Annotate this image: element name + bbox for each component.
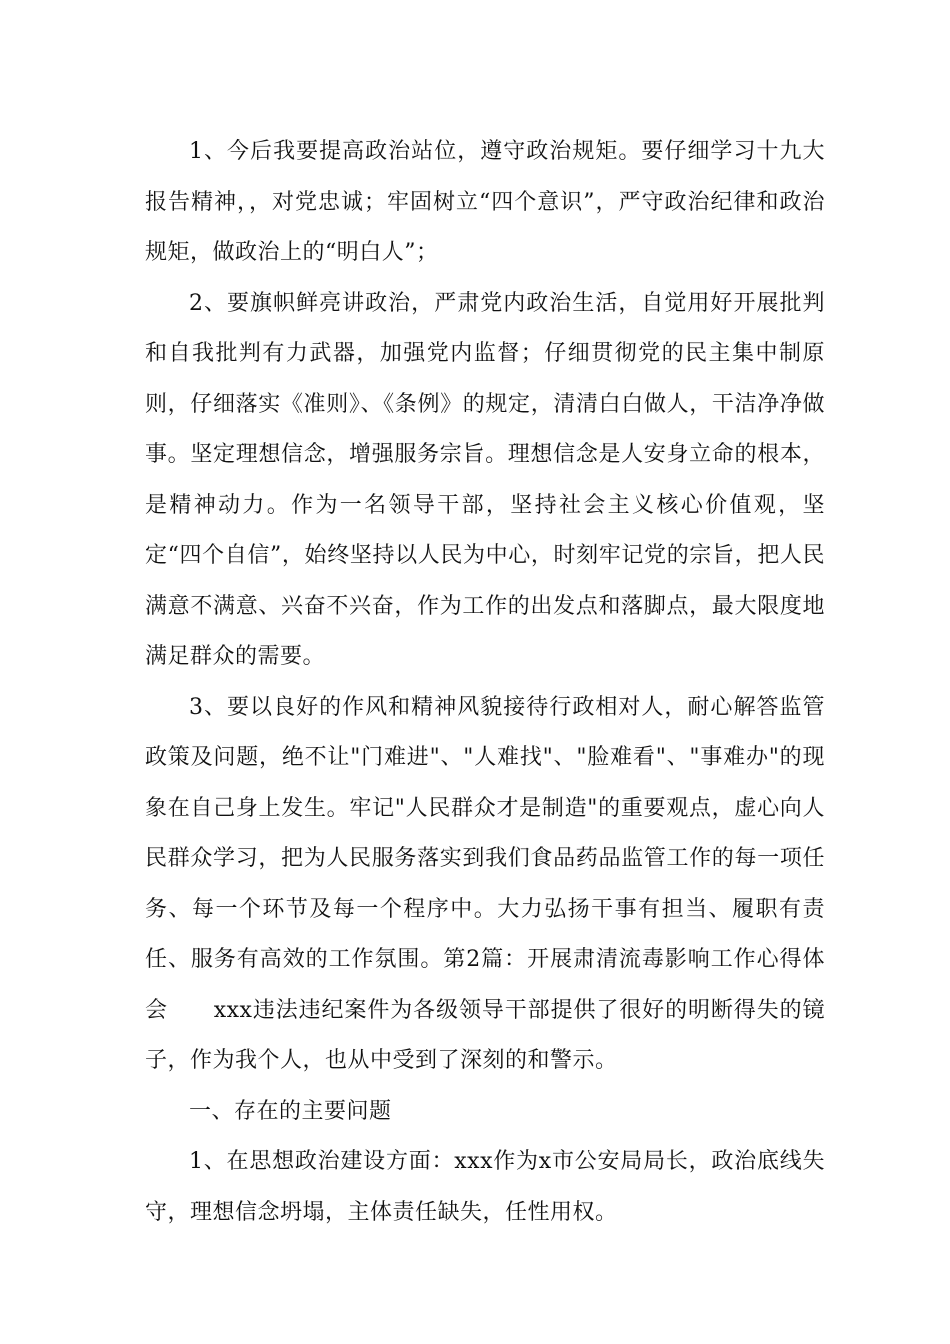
paragraph-4: 1、在思想政治建设方面：xxx作为x市公安局局长，政治底线失守，理想信念坍塌，主体责任缺失，任性用权。: [145, 1149, 825, 1225]
document-body: [145, 127, 825, 1238]
paragraph-3: 3、要以良好的作风和精神风貌接待行政相对人，耐心解答监管政策及问题，绝不让"门难进"、"人难找"、"脸难看"、"事难办"的现象在自己身上发生。牢记"人民群众才是制造"的重要观点，虚心向人民群众学习，把为人民服务落实到我们食品药品监管工作的每一项任务、每一个环节及每一个程序中。大力弘扬干事有担当、履职有责任、服务有高效的工作氛围。第2篇：开展肃清流毒影响工作心得体会 xxx违法违纪案件为各级领导干部提供了很好的明断得失的镜子，作为我个人，也从中受到了深刻的和警示。: [145, 694, 825, 1073]
section-heading: 一、存在的主要问题: [189, 1098, 392, 1124]
paragraph-1: 1、今后我要提高政治站位，遵守政治规矩。要仔细学习十九大报告精神，，对党忠诚；牢固树立“四个意识”，严守政治纪律和政治规矩，做政治上的“明白人”；: [145, 139, 825, 265]
paragraph-2: 2、要旗帜鲜亮讲政治，严肃党内政治生活，自觉用好开展批判和自我批判有力武器，加强党内监督；仔细贯彻党的民主集中制原则，仔细落实《准则》、《条例》的规定，清清白白做人，干洁净净做事。坚定理想信念，增强服务宗旨。理想信念是人安身立命的根本，是精神动力。作为一名领导干部，坚持社会主义核心价值观，坚定“四个自信”，始终坚持以人民为中心，时刻牢记党的宗旨，把人民满意不满意、兴奋不兴奋，作为工作的出发点和落脚点，最大限度地满足群众的需要。: [145, 290, 825, 669]
